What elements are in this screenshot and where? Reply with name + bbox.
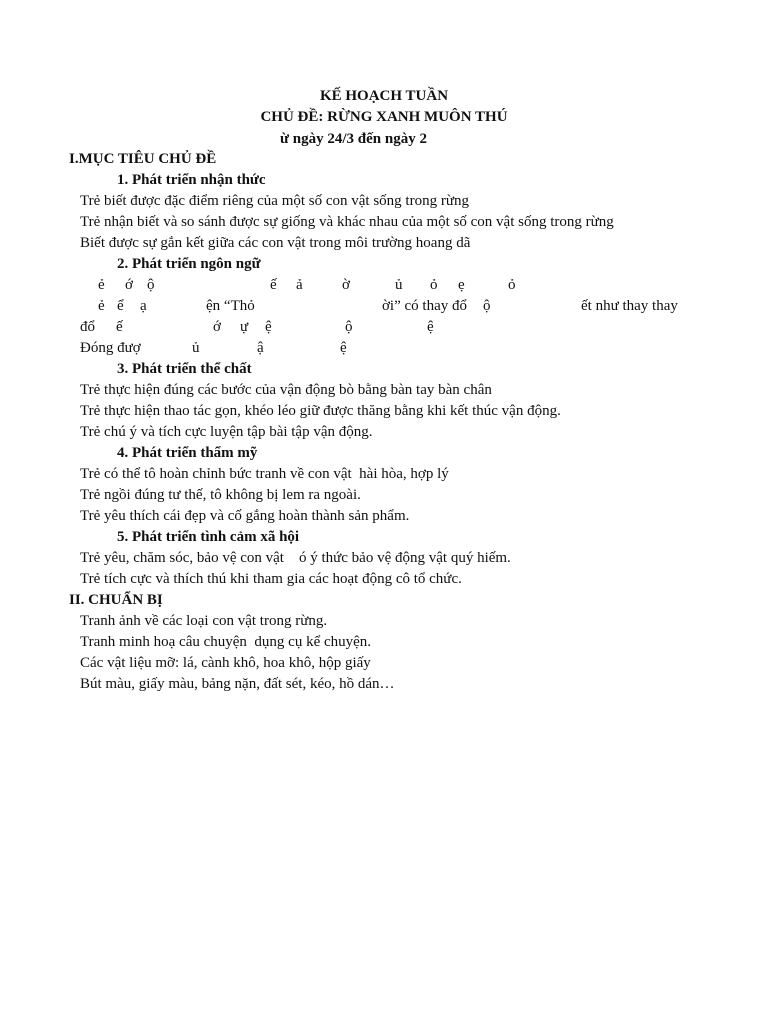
- text-fragment: ủ: [192, 340, 200, 356]
- section-heading-objectives: I.MỤC TIÊU CHỦ ĐỀ: [69, 151, 217, 167]
- list-item: Trẻ thực hiện đúng các bước của vận động bò bằng bàn tay bàn chân: [80, 382, 492, 398]
- text-fragment: ộ: [147, 277, 155, 293]
- subheading-social: 5. Phát triển tình cảm xã hội: [117, 529, 300, 545]
- list-item: Trẻ ngồi đúng tư thế, tô không bị lem ra ngoài.: [80, 487, 361, 503]
- document-title: KẾ HOẠCH TUẦN: [319, 88, 449, 104]
- text-fragment: ỏ: [508, 277, 516, 293]
- text-fragment: ẻ: [98, 298, 105, 314]
- list-item: Tranh minh hoạ câu chuyện dụng cụ kể chuyện.: [80, 634, 372, 650]
- list-item: Trẻ tích cực và thích thú khi tham gia các hoạt động cô tổ chức.: [80, 571, 462, 587]
- list-item: Bút màu, giấy màu, bảng nặn, đất sét, kéo, hồ dán…: [80, 676, 395, 692]
- list-item: Trẻ yêu thích cái đẹp và cố gắng hoàn thành sản phẩm.: [80, 508, 410, 524]
- list-item: Trẻ có thể tô hoàn chỉnh bức tranh về con vật hài hòa, hợp lý: [80, 466, 449, 482]
- text-fragment: ạ: [140, 298, 147, 314]
- text-fragment: ủ: [395, 277, 403, 293]
- text-fragment: ế: [116, 319, 123, 335]
- text-fragment: ộ: [483, 298, 491, 314]
- list-item: Các vật liệu mỡ: lá, cành khô, hoa khô, hộp giấy: [80, 655, 371, 671]
- text-fragment: ẻ: [98, 277, 105, 293]
- text-fragment: Đóng đượ: [80, 340, 141, 356]
- subheading-cognitive: 1. Phát triển nhận thức: [117, 172, 266, 188]
- text-fragment: ệ: [265, 319, 272, 335]
- text-fragment: ệ: [427, 319, 434, 335]
- list-item: Trẻ biết được đặc điểm riêng của một số con vật sống trong rừng: [80, 193, 469, 209]
- text-fragment: ờ: [342, 277, 350, 293]
- list-item: Trẻ thực hiện thao tác gọn, khéo léo giữ được thăng bằng khi kết thúc vận động.: [80, 403, 561, 419]
- text-fragment: ớ: [213, 319, 221, 335]
- text-fragment: ậ: [257, 340, 264, 356]
- text-fragment: ẹ: [458, 277, 465, 293]
- list-item: Trẻ chú ý và tích cực luyện tập bài tập vận động.: [80, 424, 373, 440]
- text-fragment: ời” có thay đổ: [382, 298, 467, 314]
- text-fragment: ớ: [125, 277, 133, 293]
- subheading-language: 2. Phát triển ngôn ngữ: [117, 256, 261, 272]
- subheading-aesthetic: 4. Phát triển thẩm mỹ: [117, 445, 258, 461]
- text-fragment: ộ: [345, 319, 353, 335]
- text-fragment: ể: [117, 298, 124, 314]
- list-item: Trẻ nhận biết và so sánh được sự giống và khác nhau của một số con vật sống trong rừng: [80, 214, 614, 230]
- theme-title: CHỦ ĐỀ: RỪNG XANH MUÔN THÚ: [260, 109, 508, 125]
- list-item: Tranh ảnh về các loại con vật trong rừng.: [80, 613, 328, 629]
- text-fragment: ệ: [340, 340, 347, 356]
- subheading-physical: 3. Phát triển thể chất: [117, 361, 252, 377]
- text-fragment: ện “Thỏ: [206, 298, 255, 314]
- text-fragment: ỏ: [430, 277, 438, 293]
- text-fragment: ết như thay thay: [581, 298, 678, 314]
- date-range: ừ ngày 24/3 đến ngày 2: [280, 131, 427, 147]
- text-fragment: đổ: [80, 319, 95, 335]
- text-fragment: ả: [296, 277, 303, 293]
- section-heading-preparation: II. CHUẨN BỊ: [69, 592, 163, 608]
- list-item: Biết được sự gắn kết giữa các con vật trong môi trường hoang dã: [80, 235, 471, 251]
- text-fragment: ự: [240, 319, 249, 335]
- text-fragment: ế: [270, 277, 277, 293]
- list-item: Trẻ yêu, chăm sóc, bảo vệ con vật ó ý thức bảo vệ động vật quý hiếm.: [80, 550, 511, 566]
